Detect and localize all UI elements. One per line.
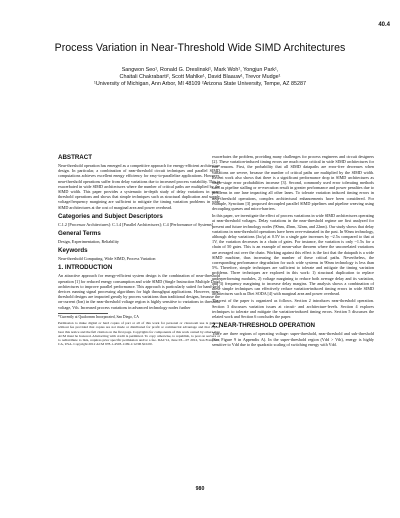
section-2-heading: 2. NEAR-THRESHOLD OPERATION (212, 322, 316, 330)
general-terms-heading: General Terms (58, 230, 101, 238)
right-paragraph-1: exacerbates the problem, providing many challenges for process engineers and circuit designers [2]. These variation-induced timing errors are much more critical in wide SIMD architectures for two reasons. First, the probability that all SIMD datapaths are error-free decreases when variations are severe, because the number of critical paths are multiplied by the SIMD width. Recent work also shows that there is a significant performance drop in SIMD architectures as single-stage error probabilities increase [3]. Second, commonly used error tolerating methods such as pipeline stalling or re-execution result in greater performance and power penalties due to problems in one lane impacting all other lanes. To tolerate variation induced timing errors in near-threshold operations, complex architectural enhancements have been considered. For example, Synctium [3] proposed decoupled parallel SIMD pipelines and pipeline weaving using decoupling queues and micro-barriers. (212, 154, 374, 212)
categories-text: C.1.2 [Processor Architectures]: C.1.4 [Parallel Architectures]; C.4 [Performance of Systems] (58, 221, 214, 227)
categories-heading: Categories and Subject Descriptors (58, 212, 163, 220)
abstract-heading: ABSTRACT (58, 154, 93, 161)
abstract-text: Near-threshold operation has emerged as a competitive approach for energy-efficient architecture design. In particular, a combination of near-threshold circuit techniques and parallel SIMD computations achieves excellent energy efficiency for easy-to-parallelize applications. However, near-threshold operations suffer from delay variations due to increased process variability. This is exacerbated in wide SIMD architectures where the number of critical paths are multiplied by the SIMD width. This paper provides a systematic in-depth study of delay variations in near-threshold operations and shows that simple techniques such as structural duplication and supply voltage/frequency margining are sufficient to mitigate the timing variation problems in wide SIMD architectures at the cost of marginal area and power overhead. (58, 163, 220, 210)
paper-id: 40.4 (378, 22, 390, 28)
section-2-text: There are three regions of operating voltage: super-threshold, near-threshold and sub-threshold (See Figure 9 in Appendix A). In the super-threshold region (Vdd > Vth), energy is highly sensitive to Vdd due to the quadratic scaling of switching energy with Vdd. (212, 331, 374, 347)
author-block (0, 67, 400, 88)
paper-title: Process Variation in Near-Threshold Wide SIMD Architectures (54, 42, 346, 54)
right-paragraph-3: The rest of the paper is organized as follows. Section 2 introduces near-threshold operation. Section 3 discusses variation issues at circuit- and architecture-levels. Section 4 explores techniques to tolerate and mitigate the variation-induced timing errors. Section 5 discusses the related work and Section 6 concludes the paper. (212, 298, 374, 320)
right-column (212, 154, 374, 349)
author-line-2: Chaitali Chakrabarti², Scott Mahlke¹, David Blaauw¹, Trevor Mudge¹ (119, 74, 281, 80)
affiliations: ¹University of Michigan, Ann Arbor, MI 48109 ²Arizona State University, Tempe, AZ 85287 (94, 81, 306, 87)
introduction-text: An attractive approach for energy-efficient system design is the combination of near-threshold operation [1] for reduced energy consumption and wide SIMD (Single Instruction Multiple Data) architectures to improve parallel performance. This approach is particularly suited for hand-held devices running signal processing algorithms for high throughput applications. However, near-threshold designs are impacted greatly by process variations than traditional designs, because the on-current (Ion) in the near-threshold voltage region is highly sensitive to variations in threshold voltage, Vth. Increased process variations in advanced technology nodes further (58, 273, 220, 310)
left-column (58, 154, 220, 348)
right-paragraph-2: In this paper, we investigate the effect of process variations in wide SIMD architectures operating at near-threshold voltages. Delay variations in the near-threshold regime are first analyzed for present and future technology nodes (90nm, 45nm, 32nm, and 22nm). Our study shows that delay variations in near-threshold operations have been over-estimated in the past. In 90nm technology, although delay variations (3σ/μ) at 0.5V in a single gate increases by ~2.5x compared to that at 1V, the variation decreases in a chain of gates. For instance, the variation is only ~1.5x for a chain of 50 gates. This is an example of mean-value theorem where the uncorrelated variations are averaged out over the chain. Working against this effect is the fact that the datapath is a wide SIMD machine, thus increasing the number of these critical paths. Nevertheless, the corresponding performance degradation for such wide systems in 90nm technology is less than 5%. Therefore, simple techniques are sufficient to tolerate and mitigate the timing variation problems. Three techniques are explored in this work: 1) structural duplication to replace underperforming modules, 2) voltage margining to reduce both average delay and its variation, and 3) frequency margining to increase delay margins. The analysis shows a combination of these simple techniques can effectively reduce variation-induced timing errors in wide SIMD architectures such as Diet SODA [4] with marginal area and power overhead. (212, 213, 374, 297)
page-number: 980 (195, 486, 205, 492)
general-terms-text: Design, Experimentation, Reliability (58, 239, 119, 245)
footnote-text: *Currently at Qualcomm Incorporated, San Diego, CA (58, 314, 139, 319)
introduction-heading: 1. INTRODUCTION (58, 264, 113, 272)
author-line-1: Sangwon Seo¹, Ronald G. Dreslinski¹, Mark Woh¹, Yongjun Park¹, (121, 67, 279, 73)
keywords-text: Near-threshold Computing, Wide SIMD, Process Variation (58, 256, 156, 262)
footnote-rule (58, 313, 108, 314)
permission-notice: Permission to make digital or hard copies of part or all of this work for personal or classroom use is granted without fee provided that copies are not made or distributed for profit or commercial advantage and that copies bear this notice and the full citation on the first page. Copyrights for components of this work owned by others than ACM must be honored. Abstracting with credit is permitted. To copy otherwise, to republish, to post on servers or to redistribute to lists, requires prior specific permission and/or a fee. DAC'12, June 03—07 2012, San Francisco, CA, USA. Copyright 2012 ACM 978-1-4503-1199-1/12/06 $10.00. (58, 321, 220, 347)
keywords-heading: Keywords (58, 247, 88, 255)
